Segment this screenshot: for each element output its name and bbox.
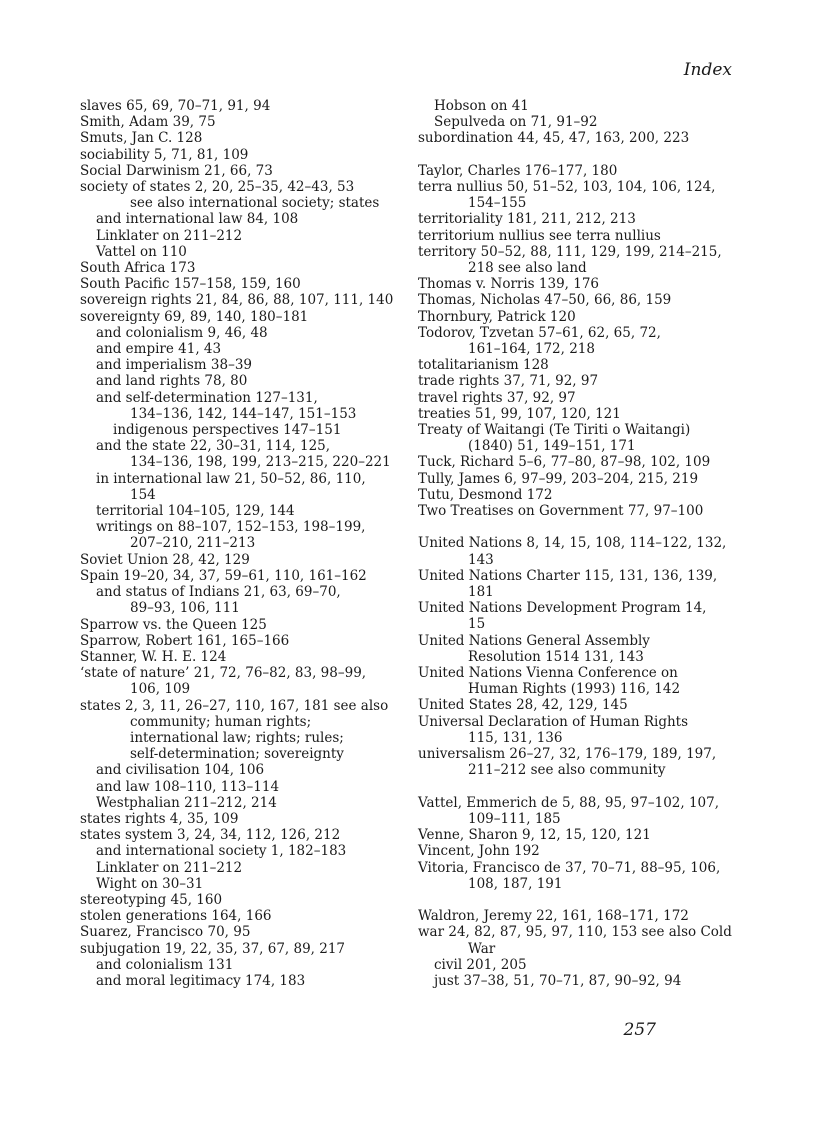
index-subentry <box>80 373 410 389</box>
index-column-right <box>418 98 748 989</box>
index-subentry <box>80 584 410 616</box>
index-entry <box>418 130 748 146</box>
index-entry <box>418 503 748 519</box>
index-subentry <box>80 325 410 341</box>
index-entry <box>80 114 410 130</box>
entry-line: United Nations 8, 14, 15, 108, 114–122, 132, <box>418 535 727 552</box>
entry-line: states system 3, 24, 34, 112, 126, 212 <box>80 827 341 844</box>
entry-continuation-line: 154–155 <box>468 195 527 212</box>
page-number: 257 <box>623 1020 656 1040</box>
entry-line: and the state 22, 30–31, 114, 125, <box>96 438 331 455</box>
entry-line: Thomas, Nicholas 47–50, 66, 86, 159 <box>418 292 672 309</box>
index-subentry <box>80 341 410 357</box>
entry-line: United Nations General Assembly <box>418 632 650 649</box>
index-entry <box>418 714 748 746</box>
entry-line: indigenous perspectives 147–151 <box>113 422 342 439</box>
entry-line: Stanner, W. H. E. 124 <box>80 648 227 665</box>
entry-line: United Nations Vienna Conference on <box>418 665 678 682</box>
index-subentry <box>80 503 410 519</box>
index-entry <box>80 617 410 633</box>
index-entry <box>80 633 410 649</box>
entry-line: and international society 1, 182–183 <box>96 843 347 860</box>
index-entry <box>418 373 748 389</box>
entry-line: Linklater on 211–212 <box>96 227 243 244</box>
entry-line: Tutu, Desmond 172 <box>418 486 553 503</box>
entry-line: and status of Indians 21, 63, 69–70, <box>96 584 341 601</box>
entry-continuation-line: self-determination; sovereignty <box>130 746 344 763</box>
entry-line: Vattel, Emmerich de 5, 88, 95, 97–102, 107, <box>418 794 720 811</box>
entry-continuation-line: 134–136, 142, 144–147, 151–153 <box>130 405 357 422</box>
entry-line: subordination 44, 45, 47, 163, 200, 223 <box>418 130 690 147</box>
entry-line: Smuts, Jan C. 128 <box>80 130 203 147</box>
index-entry <box>80 98 410 114</box>
entry-continuation-line: 181 <box>468 584 494 601</box>
entry-line: and colonialism 131 <box>96 956 234 973</box>
entry-line: Waldron, Jeremy 22, 161, 168–171, 172 <box>418 908 689 925</box>
index-subentry <box>80 779 410 795</box>
index-entry <box>418 795 748 827</box>
index-entry <box>418 471 748 487</box>
index-entry <box>418 179 748 211</box>
entry-line: stolen generations 164, 166 <box>80 908 272 925</box>
index-entry <box>80 924 410 940</box>
entry-line: territorium nullius see terra nullius <box>418 227 661 244</box>
entry-continuation-line: Resolution 1514 131, 143 <box>468 648 644 665</box>
entry-line: sovereignty 69, 89, 140, 180–181 <box>80 308 309 325</box>
index-subentry <box>80 228 410 244</box>
entry-line: society of states 2, 20, 25–35, 42–43, 53 <box>80 179 355 196</box>
index-entry <box>418 244 748 276</box>
index-column-left <box>80 98 410 989</box>
index-entry <box>80 276 410 292</box>
index-entry <box>80 163 410 179</box>
entry-line: United Nations Charter 115, 131, 136, 139, <box>418 567 718 584</box>
entry-line: totalitarianism 128 <box>418 357 549 374</box>
index-entry <box>418 827 748 843</box>
entry-line: trade rights 37, 71, 92, 97 <box>418 373 599 390</box>
entry-line: travel rights 37, 92, 97 <box>418 389 576 406</box>
index-entry <box>80 260 410 276</box>
entry-line: Sepulveda on 71, 91–92 <box>434 114 598 131</box>
entry-line: in international law 21, 50–52, 86, 110, <box>96 470 366 487</box>
index-entry <box>418 390 748 406</box>
entry-continuation-line: 218 see also land <box>468 260 587 277</box>
entry-line: Treaty of Waitangi (Te Tiriti o Waitangi) <box>418 422 691 439</box>
entry-line: South Pacific 157–158, 159, 160 <box>80 276 301 293</box>
index-subentry <box>80 762 410 778</box>
entry-line: Sparrow vs. the Queen 125 <box>80 616 267 633</box>
index-subentry <box>80 357 410 373</box>
entry-line: Westphalian 211–212, 214 <box>96 794 277 811</box>
entry-continuation-line: 161–164, 172, 218 <box>468 341 595 358</box>
entry-line: treaties 51, 99, 107, 120, 121 <box>418 405 621 422</box>
letter-group-gap <box>418 519 748 535</box>
index-entry <box>80 892 410 908</box>
entry-line: Vincent, John 192 <box>418 843 540 860</box>
entry-line: and empire 41, 43 <box>96 341 222 358</box>
entry-line: subjugation 19, 22, 35, 37, 67, 89, 217 <box>80 940 346 957</box>
index-entry <box>418 908 748 924</box>
index-entry <box>80 827 410 843</box>
index-entry <box>418 292 748 308</box>
entry-line: United States 28, 42, 129, 145 <box>418 697 628 714</box>
entry-line: territoriality 181, 211, 212, 213 <box>418 211 636 228</box>
index-subentry <box>418 98 748 114</box>
entry-line: Vitoria, Francisco de 37, 70–71, 88–95, 106, <box>418 859 721 876</box>
index-subentry <box>80 957 410 973</box>
entry-line: Universal Declaration of Human Rights <box>418 713 689 730</box>
entry-line: Thomas v. Norris 139, 176 <box>418 276 600 293</box>
index-subentry <box>80 876 410 892</box>
entry-line: universalism 26–27, 32, 176–179, 189, 197, <box>418 746 717 763</box>
index-entry <box>418 309 748 325</box>
entry-line: Soviet Union 28, 42, 129 <box>80 551 250 568</box>
entry-continuation-line: see also international society; states <box>130 195 380 212</box>
index-subentry <box>418 957 748 973</box>
entry-line: Smith, Adam 39, 75 <box>80 114 216 131</box>
index-entry <box>80 941 410 957</box>
index-entry <box>80 649 410 665</box>
index-entry <box>80 179 410 211</box>
entry-continuation-line: 211–212 see also community <box>468 762 666 779</box>
entry-line: civil 201, 205 <box>434 956 527 973</box>
index-subentry <box>80 519 410 551</box>
entry-continuation-line: 89–93, 106, 111 <box>130 600 240 617</box>
entry-line: United Nations Development Program 14, <box>418 600 707 617</box>
index-entry <box>418 276 748 292</box>
entry-continuation-line: Human Rights (1993) 116, 142 <box>468 681 681 698</box>
index-entry <box>418 211 748 227</box>
index-entry <box>418 665 748 697</box>
entry-line: sociability 5, 71, 81, 109 <box>80 146 249 163</box>
index-subentry <box>80 973 410 989</box>
index-entry <box>80 292 410 308</box>
entry-line: writings on 88–107, 152–153, 198–199, <box>96 519 366 536</box>
entry-continuation-line: 115, 131, 136 <box>468 729 563 746</box>
index-entry <box>418 535 748 567</box>
index-subentry <box>80 244 410 260</box>
index-entry <box>418 487 748 503</box>
index-entry <box>80 698 410 763</box>
entry-line: Sparrow, Robert 161, 165–166 <box>80 632 290 649</box>
index-subentry <box>80 422 410 438</box>
index-entry <box>80 147 410 163</box>
index-entry <box>418 568 748 600</box>
entry-line: and civilisation 104, 106 <box>96 762 265 779</box>
entry-line: and land rights 78, 80 <box>96 373 248 390</box>
index-entry <box>80 568 410 584</box>
index-entry <box>418 746 748 778</box>
index-subentry <box>80 795 410 811</box>
index-entry <box>418 406 748 422</box>
index-subentry <box>80 471 410 503</box>
letter-group-gap <box>418 779 748 795</box>
entry-line: states 2, 3, 11, 26–27, 110, 167, 181 see also <box>80 697 389 714</box>
index-subentry <box>418 973 748 989</box>
entry-continuation-line: 143 <box>468 551 494 568</box>
entry-line: Vattel on 110 <box>96 243 187 260</box>
entry-line: Taylor, Charles 176–177, 180 <box>418 162 618 179</box>
entry-line: and imperialism 38–39 <box>96 357 253 374</box>
entry-line: Hobson on 41 <box>434 98 529 114</box>
entry-continuation-line: 108, 187, 191 <box>468 875 563 892</box>
index-subentry <box>80 438 410 470</box>
entry-continuation-line: 154 <box>130 486 156 503</box>
entry-line: and colonialism 9, 46, 48 <box>96 324 268 341</box>
index-entry <box>80 908 410 924</box>
entry-line: Two Treatises on Government 77, 97–100 <box>418 503 704 520</box>
entry-line: Todorov, Tzvetan 57–61, 62, 65, 72, <box>418 324 661 341</box>
entry-line: Suarez, Francisco 70, 95 <box>80 924 251 941</box>
index-subentry <box>80 860 410 876</box>
entry-line: Tully, James 6, 97–99, 203–204, 215, 219 <box>418 470 699 487</box>
entry-line: states rights 4, 35, 109 <box>80 810 239 827</box>
index-entry <box>418 228 748 244</box>
entry-line: and law 108–110, 113–114 <box>96 778 280 795</box>
index-entry <box>80 130 410 146</box>
running-head-title: Index <box>683 60 732 80</box>
index-entry <box>80 811 410 827</box>
entry-line: just 37–38, 51, 70–71, 87, 90–92, 94 <box>434 972 682 989</box>
index-entry <box>80 665 410 697</box>
index-entry <box>418 860 748 892</box>
entry-line: ‘state of nature’ 21, 72, 76–82, 83, 98–99, <box>80 665 367 682</box>
index-entry <box>418 843 748 859</box>
index-entry <box>418 357 748 373</box>
entry-line: and moral legitimacy 174, 183 <box>96 972 306 989</box>
entry-line: South Africa 173 <box>80 260 196 277</box>
entry-line: and international law 84, 108 <box>96 211 299 228</box>
entry-continuation-line: 134–136, 198, 199, 213–215, 220–221 <box>130 454 391 471</box>
index-subentry <box>80 211 410 227</box>
entry-continuation-line: 109–111, 185 <box>468 810 561 827</box>
entry-line: Wight on 30–31 <box>96 875 204 892</box>
index-entry <box>418 325 748 357</box>
entry-line: slaves 65, 69, 70–71, 91, 94 <box>80 98 271 114</box>
entry-line: and self-determination 127–131, <box>96 389 318 406</box>
entry-continuation-line: 207–210, 211–213 <box>130 535 256 552</box>
entry-line: territorial 104–105, 129, 144 <box>96 503 295 520</box>
index-entry <box>418 924 748 956</box>
entry-line: terra nullius 50, 51–52, 103, 104, 106, 124, <box>418 179 716 195</box>
entry-continuation-line: community; human rights; <box>130 713 312 730</box>
entry-line: stereotyping 45, 160 <box>80 891 223 908</box>
entry-line: Social Darwinism 21, 66, 73 <box>80 162 273 179</box>
index-entry <box>418 633 748 665</box>
entry-line: sovereign rights 21, 84, 86, 88, 107, 111, 140 <box>80 292 394 309</box>
entry-line: Spain 19–20, 34, 37, 59–61, 110, 161–162 <box>80 567 367 584</box>
index-subentry <box>418 114 748 130</box>
index-entry <box>418 454 748 470</box>
index-entry <box>418 600 748 632</box>
index-subentry <box>80 843 410 859</box>
entry-continuation-line: 106, 109 <box>130 681 191 698</box>
entry-line: Thornbury, Patrick 120 <box>418 308 576 325</box>
entry-line: war 24, 82, 87, 95, 97, 110, 153 see also Cold <box>418 924 732 941</box>
index-entry <box>418 422 748 454</box>
entry-line: Linklater on 211–212 <box>96 859 243 876</box>
index-entry <box>80 309 410 325</box>
letter-group-gap <box>418 892 748 908</box>
index-entry <box>80 552 410 568</box>
entry-continuation-line: (1840) 51, 149–151, 171 <box>468 438 636 455</box>
entry-line: Tuck, Richard 5–6, 77–80, 87–98, 102, 109 <box>418 454 711 471</box>
index-subentry <box>80 390 410 422</box>
entry-line: territory 50–52, 88, 111, 129, 199, 214–215, <box>418 243 722 260</box>
index-entry <box>418 163 748 179</box>
index-entry <box>418 697 748 713</box>
entry-continuation-line: international law; rights; rules; <box>130 729 344 746</box>
entry-line: Venne, Sharon 9, 12, 15, 120, 121 <box>418 827 651 844</box>
entry-continuation-line: War <box>468 940 496 957</box>
entry-continuation-line: 15 <box>468 616 486 633</box>
letter-group-gap <box>418 147 748 163</box>
